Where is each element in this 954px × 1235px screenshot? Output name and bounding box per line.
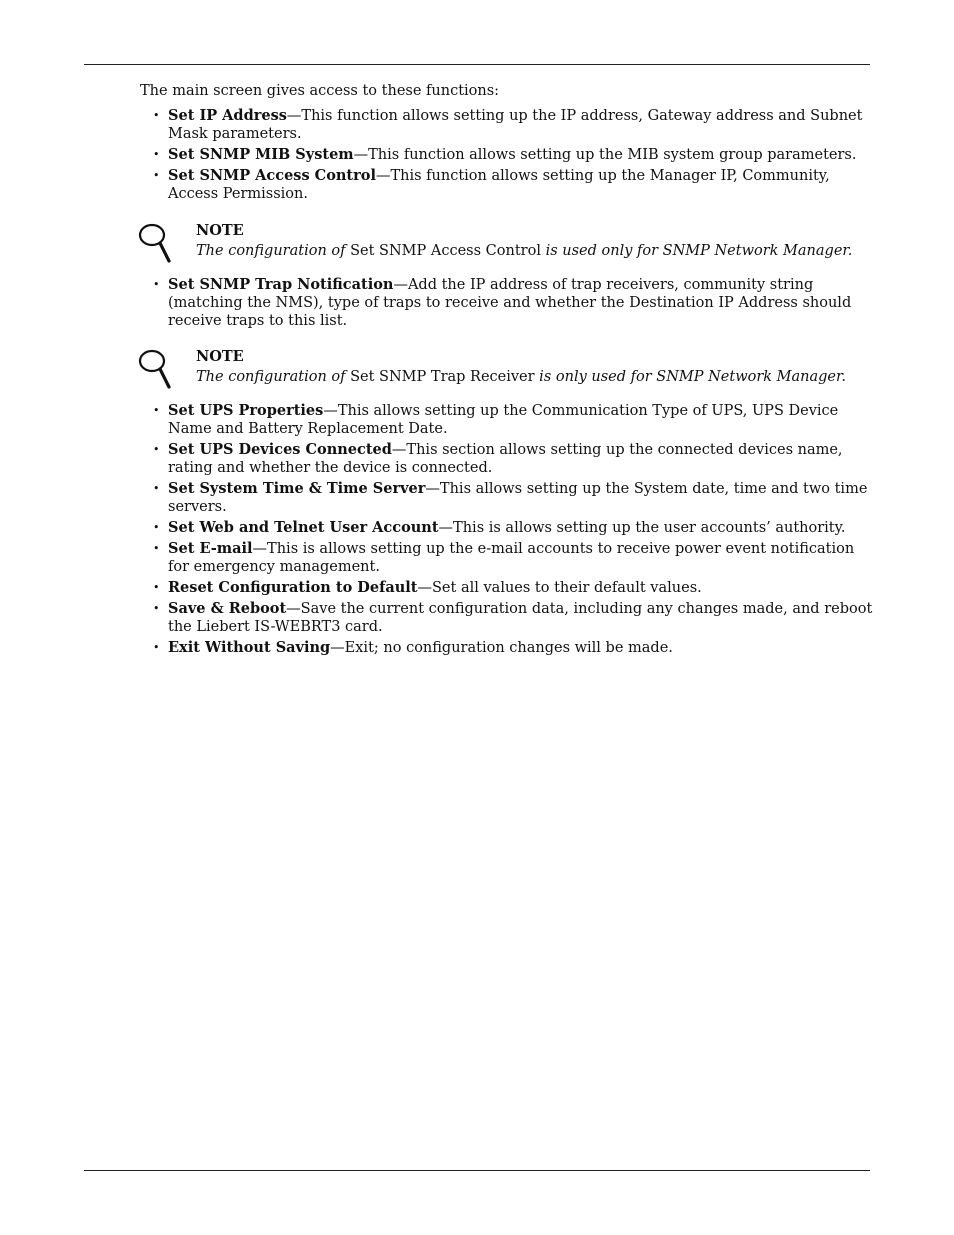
list-item xyxy=(150,276,875,330)
note-title: NOTE xyxy=(196,222,244,239)
magnifier-icon xyxy=(136,346,176,392)
item-term: Exit Without Saving xyxy=(168,639,331,656)
note-text xyxy=(196,368,846,386)
intro-text: The main screen gives access to these functions: xyxy=(140,83,500,99)
function-list-c xyxy=(150,402,875,660)
list-item xyxy=(150,402,875,438)
item-term: Set SNMP MIB System xyxy=(168,146,354,163)
list-item xyxy=(150,519,875,537)
item-term: Set System Time & Time Server xyxy=(168,480,426,497)
note-text-italic: The configuration of xyxy=(196,243,351,259)
item-desc: —This allows setting up the Communication Type of UPS, UPS Device Name and Battery Replacement Date. xyxy=(168,403,839,437)
item-desc: —This function allows setting up the Manager IP, Community, Access Permission. xyxy=(168,168,830,202)
item-desc: —This function allows setting up the IP address, Gateway address and Subnet Mask parameters. xyxy=(168,108,863,142)
function-list-b xyxy=(150,276,875,333)
function-list-a xyxy=(150,107,875,206)
note-text-italic: The configuration of xyxy=(196,369,351,385)
item-desc: —This allows setting up the System date, time and two time servers. xyxy=(168,481,868,515)
item-term: Save & Reboot xyxy=(168,600,287,617)
item-term: Reset Configuration to Default xyxy=(168,579,418,596)
item-desc: —This is allows setting up the e-mail accounts to receive power event notification for emergency management. xyxy=(168,541,855,575)
item-desc: —Set all values to their default values. xyxy=(417,580,702,596)
item-term: Set E-mail xyxy=(168,540,253,557)
item-term: Set UPS Devices Connected xyxy=(168,441,392,458)
list-item xyxy=(150,600,875,636)
note-text-term: Set SNMP Access Control xyxy=(350,243,541,259)
list-item xyxy=(150,441,875,477)
item-term: Set SNMP Access Control xyxy=(168,167,376,184)
note-text-italic: is used only for SNMP Network Manager. xyxy=(540,243,853,259)
item-desc: —This section allows setting up the connected devices name, rating and whether the device is connected. xyxy=(168,442,843,476)
magnifier-icon xyxy=(136,220,176,266)
list-item xyxy=(150,107,875,143)
list-item xyxy=(150,167,875,203)
item-desc: —This function allows setting up the MIB system group parameters. xyxy=(353,147,857,163)
header-rule xyxy=(84,64,870,65)
item-term: Set IP Address xyxy=(168,107,287,124)
note-title: NOTE xyxy=(196,348,244,365)
note-text-italic: is only used for SNMP Network Manager. xyxy=(534,369,846,385)
item-term: Set Web and Telnet User Account xyxy=(168,519,439,536)
list-item xyxy=(150,639,875,657)
item-desc: —Exit; no configuration changes will be made. xyxy=(330,640,673,656)
list-item xyxy=(150,579,875,597)
note-text xyxy=(196,242,852,260)
list-item xyxy=(150,480,875,516)
item-desc: —Save the current configuration data, including any changes made, and reboot the Liebert IS-WEBRT3 card. xyxy=(168,601,873,635)
note-text-term: Set SNMP Trap Receiver xyxy=(350,369,535,385)
list-item xyxy=(150,540,875,576)
footer-rule xyxy=(84,1170,870,1171)
item-term: Set UPS Properties xyxy=(168,402,324,419)
item-desc: —Add the IP address of trap receivers, community string (matching the NMS), type of traps to receive and whether the Destination IP Address should receive traps to this list. xyxy=(168,277,852,329)
item-desc: —This is allows setting up the user accounts’ authority. xyxy=(438,520,846,536)
list-item xyxy=(150,146,875,164)
item-term: Set SNMP Trap Notification xyxy=(168,276,394,293)
